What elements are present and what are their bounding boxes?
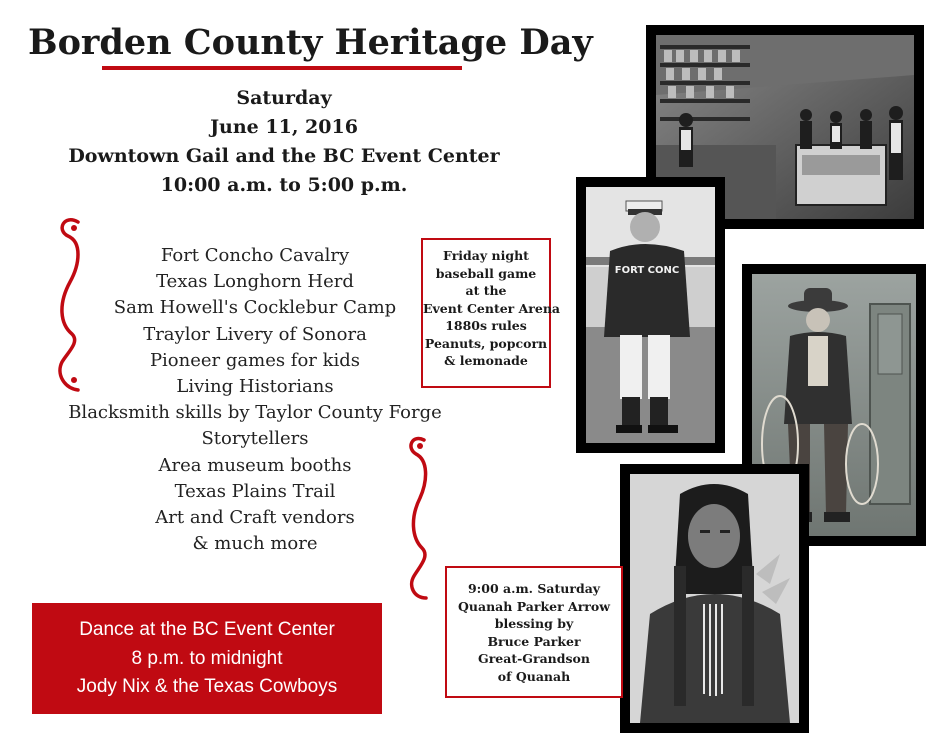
callout-line: 9:00 a.m. Saturday xyxy=(467,581,601,596)
jersey-text: FORT CONC xyxy=(614,265,680,276)
list-item: Traylor Livery of Sonora xyxy=(143,323,367,345)
dance-line: Jody Nix & the Texas Cowboys xyxy=(76,676,338,697)
quanah-parker-photo xyxy=(620,464,809,733)
dance-box xyxy=(32,603,382,714)
activities-list xyxy=(45,243,465,557)
page-title: Borden County Heritage Day xyxy=(28,22,593,63)
baseball-callout xyxy=(421,238,561,388)
event-info xyxy=(28,84,540,200)
callout-line: Event Center Arena xyxy=(423,300,561,316)
callout-line: Friday night xyxy=(443,248,529,263)
list-item: Living Historians xyxy=(176,376,334,398)
quanah-callout xyxy=(445,566,623,698)
callout-line: Peanuts, popcorn xyxy=(424,335,548,351)
list-item: Storytellers xyxy=(201,428,309,450)
list-item: Pioneer games for kids xyxy=(149,349,361,371)
callout-line: Bruce Parker xyxy=(487,633,581,649)
quanah-parker-image xyxy=(630,474,799,723)
event-day: Saturday xyxy=(236,87,332,109)
event-hours: 10:00 a.m. to 5:00 p.m. xyxy=(160,174,408,196)
callout-line: & lemonade xyxy=(444,353,528,368)
callout-line: 1880s rules xyxy=(445,318,527,333)
baseball-player-photo xyxy=(576,177,725,453)
list-item: Fort Concho Cavalry xyxy=(160,245,350,266)
list-item: Sam Howell's Cocklebur Camp xyxy=(113,297,397,319)
dance-line: 8 p.m. to midnight xyxy=(131,647,283,669)
list-item: Area museum booths xyxy=(158,454,352,476)
title-underline xyxy=(102,66,462,70)
list-item: & much more xyxy=(192,533,318,555)
event-date: June 11, 2016 xyxy=(210,116,358,138)
callout-line: Great-Grandson xyxy=(478,651,590,666)
list-item: Texas Longhorn Herd xyxy=(156,271,354,293)
callout-line: of Quanah xyxy=(497,668,571,684)
event-location: Downtown Gail and the BC Event Center xyxy=(68,145,500,167)
list-item: Blacksmith skills by Taylor County Forge xyxy=(68,402,442,424)
callout-line: at the xyxy=(465,283,507,298)
list-item: Texas Plains Trail xyxy=(174,480,336,502)
callout-line: baseball game xyxy=(435,265,537,281)
callout-line: blessing by xyxy=(494,616,574,631)
list-item: Art and Craft vendors xyxy=(155,507,355,529)
callout-line: Quanah Parker Arrow xyxy=(458,598,610,614)
dance-line: Dance at the BC Event Center xyxy=(79,619,335,640)
baseball-player-image xyxy=(586,187,715,443)
